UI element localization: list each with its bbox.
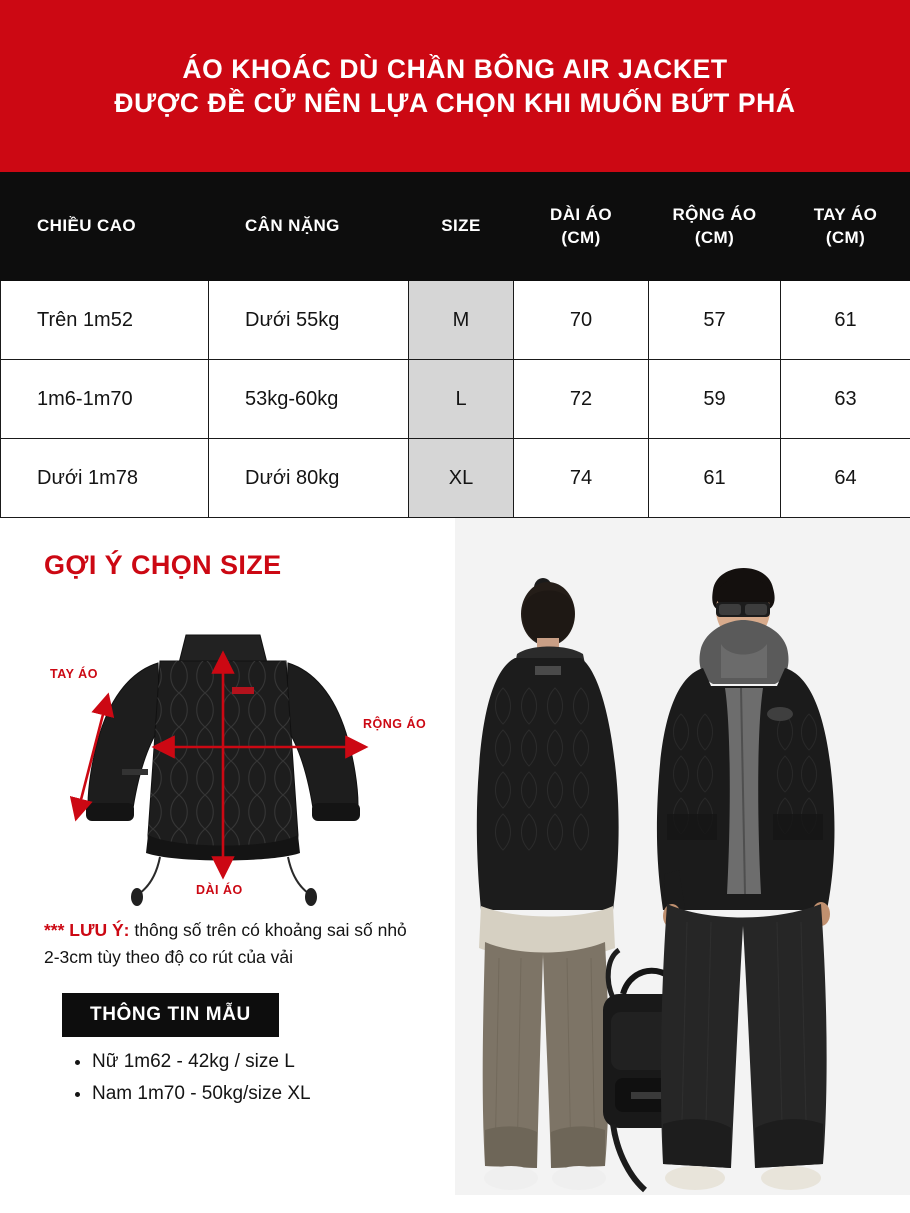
cell-length: 74 [514, 439, 649, 518]
jacket-illustration-svg [36, 591, 446, 911]
bottom-section [0, 518, 910, 1195]
model-photo-svg [455, 518, 910, 1195]
table-header-row [1, 173, 910, 281]
cell-sleeve: 63 [781, 360, 910, 439]
column-header-size: SIZE [409, 173, 514, 281]
cell-size: M [409, 281, 514, 360]
table-row [1, 439, 910, 518]
cell-width: 61 [649, 439, 781, 518]
column-header-height: CHIỀU CAO [1, 173, 209, 281]
size-guide-panel [0, 518, 455, 1195]
cell-length: 72 [514, 360, 649, 439]
cell-height: Trên 1m52 [1, 281, 209, 360]
page-header [0, 0, 910, 172]
column-header-width-line1: RỘNG ÁO [672, 204, 757, 224]
table-body [1, 281, 910, 518]
cell-sleeve: 61 [781, 281, 910, 360]
column-header-width [649, 173, 781, 281]
header-title-line1: ÁO KHOÁC DÙ CHẦN BÔNG AIR JACKET [182, 53, 728, 84]
table-header [1, 173, 910, 281]
column-header-sleeve-unit: (CM) [825, 227, 866, 247]
column-header-sleeve [781, 173, 910, 281]
label-sleeve: TAY ÁO [50, 667, 98, 681]
column-header-width-unit: (CM) [694, 227, 735, 247]
cell-width: 57 [649, 281, 781, 360]
cell-sleeve: 64 [781, 439, 910, 518]
cell-height: Dưới 1m78 [1, 439, 209, 518]
column-header-length-unit: (CM) [561, 227, 601, 247]
column-header-length [514, 173, 649, 281]
size-chart-table [0, 172, 910, 518]
cell-weight: 53kg-60kg [209, 360, 409, 439]
cell-width: 59 [649, 360, 781, 439]
measurement-note [44, 917, 424, 971]
model-info-list [92, 1047, 427, 1108]
cell-weight: Dưới 55kg [209, 281, 409, 360]
table-row [1, 281, 910, 360]
cell-size: XL [409, 439, 514, 518]
column-header-sleeve-line1: TAY ÁO [813, 204, 878, 224]
jacket-measurement-diagram [36, 591, 446, 911]
column-header-length-line1: DÀI ÁO [550, 204, 612, 224]
label-width: RỘNG ÁO [363, 717, 427, 731]
cell-length: 70 [514, 281, 649, 360]
model-photo [455, 518, 910, 1195]
size-guide-title: GỢI Ý CHỌN SIZE [44, 550, 282, 580]
cell-size: L [409, 360, 514, 439]
note-text: thông số trên có khoảng sai số nhỏ 2-3cm tùy theo độ co rút của vải [44, 920, 407, 968]
header-title-line2: ĐƯỢC ĐỀ CỬ NÊN LỰA CHỌN KHI MUỐN BỨT PHÁ [114, 88, 796, 118]
column-header-weight: CÂN NẶNG [209, 173, 409, 281]
model-info-badge: THÔNG TIN MẪU [62, 993, 279, 1037]
list-item: • Nữ 1m62 - 42kg / size L [92, 1047, 427, 1076]
cell-height: 1m6-1m70 [1, 360, 209, 439]
table-row [1, 360, 910, 439]
list-item: • Nam 1m70 - 50kg/size XL [92, 1079, 427, 1108]
cell-weight: Dưới 80kg [209, 439, 409, 518]
note-prefix: *** LƯU Ý: [44, 920, 130, 940]
label-length: DÀI ÁO [196, 883, 243, 897]
